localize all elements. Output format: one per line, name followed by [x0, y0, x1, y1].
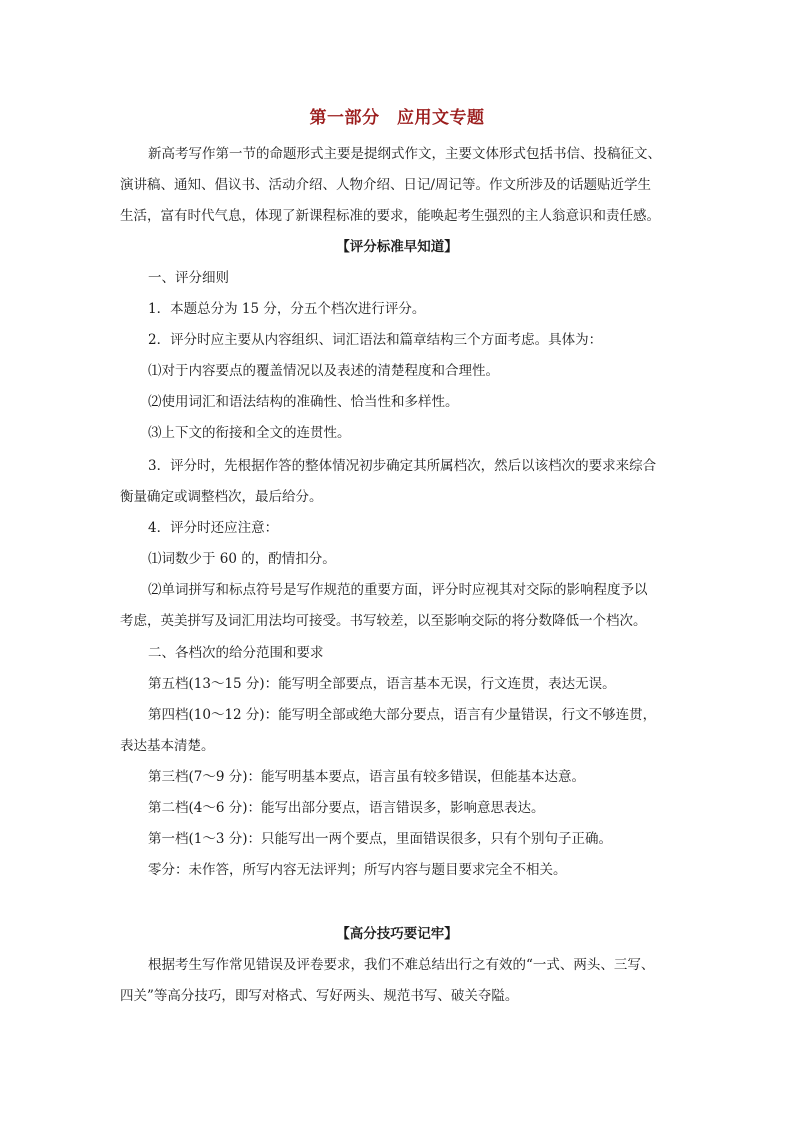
- grade-3: 第三档(7～9 分)：能写明基本要点，语言虽有较多错误，但能基本达意。: [148, 769, 586, 785]
- rule-item-1: 1．本题总分为 15 分，分五个档次进行评分。: [148, 301, 426, 317]
- intro-line-3: 生活，富有时代气息，体现了新课程标准的要求，能唤起考生强烈的主人翁意识和责任感。: [120, 208, 660, 224]
- rule-item-2-3: ⑶上下文的衔接和全文的连贯性。: [148, 425, 351, 441]
- grade-5: 第五档(13～15 分)：能写明全部要点，语言基本无误，行文连贯，表达无误。: [148, 676, 616, 692]
- section-heading-techniques: 【高分技巧要记牢】: [336, 926, 458, 942]
- intro-line-1: 新高考写作第一节的命题形式主要是提纲式作文，主要文体形式包括书信、投稿征文、: [148, 146, 661, 162]
- grade-0: 零分：未作答，所写内容无法评判；所写内容与题目要求完全不相关。: [148, 862, 567, 878]
- intro-line-2: 演讲稿、通知、倡议书、活动介绍、人物介绍、日记/周记等。作文所涉及的话题贴近学生: [120, 177, 652, 193]
- subheading-scoring-rules: 一、评分细则: [148, 270, 229, 286]
- rule-item-4-2-line-2: 考虑，英美拼写及词汇用法均可接受。书写较差，以至影响交际的将分数降低一个档次。: [120, 613, 647, 629]
- rule-item-4: 4．评分时还应注意：: [148, 520, 279, 536]
- rule-item-4-2-line-1: ⑵单词拼写和标点符号是写作规范的重要方面，评分时应视其对交际的影响程度予以: [148, 582, 648, 598]
- subheading-grade-ranges: 二、各档次的给分范围和要求: [148, 645, 324, 661]
- rule-item-2-2: ⑵使用词汇和语法结构的准确性、恰当性和多样性。: [148, 394, 459, 410]
- rule-item-3-line-2: 衡量确定或调整档次，最后给分。: [120, 489, 323, 505]
- techniques-line-1: 根据考生写作常见错误及评卷要求，我们不难总结出行之有效的“一式、两头、三写、: [148, 957, 655, 973]
- page-title: 第一部分 应用文专题: [309, 108, 485, 128]
- rule-item-3-line-1: 3．评分时，先根据作答的整体情况初步确定其所属档次，然后以该档次的要求来综合: [148, 458, 657, 474]
- rule-item-4-1: ⑴词数少于 60 的，酌情扣分。: [148, 551, 336, 567]
- rule-item-2-1: ⑴对于内容要点的覆盖情况以及表述的清楚程度和合理性。: [148, 363, 499, 379]
- grade-4-line-1: 第四档(10～12 分)：能写明全部或绝大部分要点，语言有少量错误，行文不够连贯，: [148, 707, 657, 723]
- rule-item-2: 2．评分时应主要从内容组织、词汇语法和篇章结构三个方面考虑。具体为：: [148, 332, 603, 348]
- section-heading-scoring: 【评分标准早知道】: [336, 239, 458, 255]
- grade-2: 第二档(4～6 分)：能写出部分要点，语言错误多，影响意思表达。: [148, 800, 545, 816]
- grade-4-line-2: 表达基本清楚。: [120, 738, 215, 754]
- grade-1: 第一档(1～3 分)：只能写出一两个要点，里面错误很多，只有个别句子正确。: [148, 831, 613, 847]
- techniques-line-2: 四关”等高分技巧，即写对格式、写好两头、规范书写、破关夺隘。: [120, 988, 519, 1004]
